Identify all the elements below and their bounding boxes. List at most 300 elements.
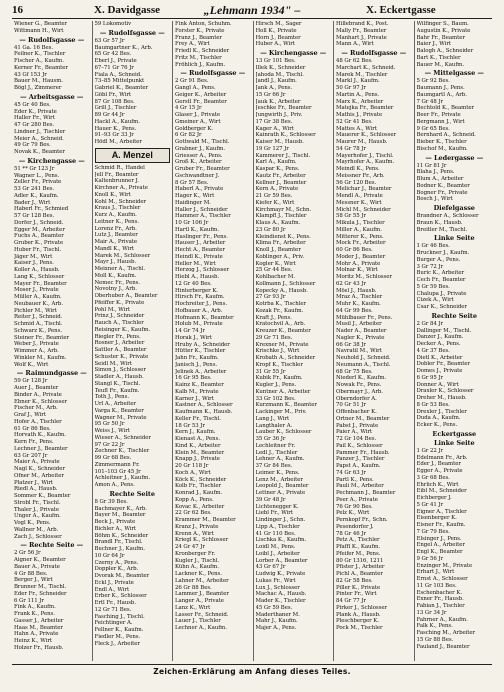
directory-entry: 59 Gr 128 Jr	[14, 378, 48, 385]
directory-entry: Feilner K., Tischler	[14, 51, 66, 58]
directory-entry: Navratil M., Wirt	[336, 348, 382, 355]
directory-entry: Kiefer K., Wirt	[255, 199, 295, 206]
directory-entry: Lackinger M., Priv.	[255, 409, 307, 415]
directory-entry: Heinz K., Wirt	[14, 638, 53, 644]
directory-entry: Jauk K., Arbeiter	[255, 98, 301, 105]
directory-entry: Jandl J., Kaufm.	[255, 78, 297, 85]
directory-entry: Partl K., Pens.	[336, 476, 374, 483]
directory-entry: Baumgartl A., Arb.	[416, 91, 467, 98]
directory-entry: Heindl K., Private	[175, 253, 223, 260]
directory-entry: 64 Gr 99 Bes.	[336, 307, 373, 314]
directory-entry: Haidinger M.	[175, 199, 211, 206]
left-street-title: X. Davidgasse	[94, 4, 161, 16]
directory-columns	[12, 21, 494, 661]
directory-entry: Eder J., Beamter	[416, 461, 461, 468]
directory-entry: 26 Gr 88 Bes.	[175, 584, 212, 591]
directory-entry: Bayer M., Beamter	[94, 512, 146, 519]
directory-entry: 101–103 Gr 45 Jr	[94, 468, 141, 475]
directory-entry: Horak J., Wirt	[175, 334, 212, 341]
directory-entry: Bernhard A., Schneid.	[416, 132, 476, 139]
directory-entry: 73–85 Mittelpunkt	[94, 78, 145, 85]
street-heading: Rechte Seite	[431, 311, 477, 320]
directory-entry: Pechmann J., Beamter	[336, 490, 396, 496]
directory-entry: 5 Gr 92 Bes.	[416, 78, 450, 85]
directory-entry: Hofbauer A., Arb.	[175, 307, 223, 314]
directory-entry: Adler K., Kaufm.	[14, 192, 59, 199]
directory-entry: Donner A., Wirt	[416, 381, 459, 388]
directory-entry: Hiebl A., Hausb.	[175, 274, 220, 280]
directory-entry: Kropf K., Tischler	[255, 361, 303, 368]
directory-entry: Binder A., Private	[14, 391, 62, 398]
directory-entry: 8 Gr 57 Bes.	[175, 179, 209, 186]
directory-entry: Kovac K., Arbeiter	[175, 503, 225, 510]
directory-entry: Czerny A., Pens.	[94, 559, 139, 566]
directory-entry: Kammerer J., Tischl.	[255, 152, 311, 159]
directory-entry: 3 Gr 72 Jr	[416, 263, 444, 270]
directory-entry: Fasching J., Tischl.	[94, 613, 145, 620]
directory-entry: Fink Anton, Schuhm.	[175, 21, 232, 27]
directory-entry: 25 Gr 44 Bes.	[255, 267, 293, 274]
directory-entry: Gerstl Fr., Beamter	[175, 98, 227, 105]
directory-entry: 67–71 Gr 76 Jr	[94, 64, 134, 71]
directory-entry: Pichler M., Wirt	[14, 307, 57, 314]
directory-entry: Neubauer K., Arb.	[14, 300, 63, 307]
directory-entry: Kaufmann K., Hausb.	[175, 409, 233, 415]
directory-entry: Draxler K., Schlosser	[416, 388, 474, 395]
directory-entry: Wolf K., Wirt	[14, 361, 49, 368]
directory-entry: Forster K., Private	[175, 27, 225, 34]
directory-entry: 14 Gr 74 Jr	[175, 328, 205, 334]
directory-entry: Zeller Fr., Private	[14, 179, 62, 186]
directory-entry: Bichler A., Wirt	[94, 525, 137, 532]
directory-entry: 9 Gr 56 Jr	[416, 555, 444, 562]
header-rule	[12, 18, 492, 19]
directory-entry: Hofmann K., Beamter	[175, 314, 234, 321]
directory-entry: 95 Gr 50 Jr	[94, 421, 125, 428]
directory-entry: Nader A., Beamter	[336, 328, 387, 334]
directory-entry: Url A., Arbeiter	[94, 401, 137, 407]
directory-entry: 45 Gr 59 Bes.	[255, 604, 293, 611]
directory-entry: 39 Gr 48 Jr	[255, 496, 286, 503]
directory-entry: Loibl J., Arbeiter	[255, 550, 300, 557]
directory-entry: 47 Gr 280 Bes.	[14, 122, 55, 128]
directory-entry: Sattler A., Beamter	[94, 347, 147, 353]
directory-entry: Jank A., Pens.	[255, 85, 293, 91]
directory-entry: Pleschberger K.	[336, 618, 379, 625]
directory-entry: Meissner Fr., Arb.	[336, 172, 385, 179]
directory-entry: Nemec Fr., Pens.	[94, 279, 141, 286]
directory-entry: Mikula J., Tischler	[336, 220, 385, 226]
directory-entry: Jahn Fr., Kaufm.	[175, 355, 219, 361]
directory-entry: Lukas Fr., Wirt	[255, 577, 296, 584]
directory-entry: Lutz J., Beamter	[94, 232, 138, 239]
directory-entry: 68 Gr 75 Bes.	[336, 368, 373, 375]
directory-entry: Meixner A., Tischl.	[94, 266, 146, 272]
directory-entry: Fellner K., Kaufm.	[94, 627, 144, 633]
directory-entry: 13 Gr 34 Jr	[416, 609, 447, 616]
directory-entry: Manhart J., Private	[336, 34, 387, 41]
directory-entry: Zechner K., Tischler	[94, 448, 150, 455]
directory-entry: Kastner A., Schlosser	[175, 402, 233, 409]
directory-entry: Mattes A., Wirt	[336, 125, 377, 132]
directory-entry: Lehner A., Kaufm.	[255, 456, 305, 463]
directory-entry: Bischof M., Kaufm.	[416, 145, 468, 152]
directory-entry: Graf J., Wirt	[14, 412, 46, 418]
directory-entry: Bögl J., Zimmerer	[14, 85, 62, 91]
directory-entry: Kohlbacher M.	[255, 274, 296, 280]
page-header	[0, 2, 504, 18]
directory-entry: Frey A., Wirt	[175, 41, 210, 48]
directory-entry: Jeschke Fr., Beamter	[255, 105, 312, 112]
directory-entry: Varga K., Beamter	[94, 407, 144, 414]
directory-entry: Haslinger Fr., Pens.	[175, 233, 228, 240]
directory-entry: 70 Gr 51 Jr	[336, 402, 366, 409]
directory-entry: Fischer M., Arb.	[14, 405, 58, 412]
directory-entry: Baumgartner K., Arb.	[94, 44, 153, 51]
directory-entry: Endl A., Wirt	[94, 586, 130, 593]
directory-entry: Bauer A., Private	[14, 563, 60, 570]
directory-entry: 80 Gr 1316, 1211	[336, 557, 384, 564]
directory-entry: Miller A., Kaufm.	[336, 226, 382, 233]
directory-entry: Jungwirth J., Priv.	[255, 112, 303, 118]
directory-entry: 51 ** Gr 123 Jr	[14, 165, 55, 172]
directory-entry: Lechner A., Kaufm.	[175, 625, 227, 631]
directory-entry: Pfister J., Arbeiter	[336, 564, 385, 571]
directory-entry: Kaiser M., Hausb.	[255, 139, 304, 145]
directory-entry: Mohr A., Private	[336, 260, 381, 267]
directory-entry: 20 Gr 118 Jr	[175, 463, 209, 469]
directory-entry: 63 Gr 57 Jr	[94, 37, 125, 44]
directory-entry: 99 Gr 68 Bes.	[94, 455, 132, 461]
directory-entry: Markl J., Kaufm.	[336, 78, 380, 85]
directory-entry: Feichtinger A.	[94, 620, 133, 627]
directory-entry: Ecker K., Pens.	[416, 422, 458, 428]
directory-entry: Buchner J., Kaufm.	[94, 546, 145, 552]
directory-entry: Danzer J., Kaufm.	[416, 334, 464, 341]
directory-entry: Lettner A., Private	[255, 490, 306, 496]
directory-entry: Dietl K., Arbeiter	[416, 354, 463, 361]
directory-entry: Eigner A., Tischler	[416, 508, 467, 515]
directory-entry: 61 Gr 86 Bes.	[14, 425, 51, 432]
directory-entry: Molnar K., Wirt	[336, 267, 378, 274]
directory-entry: 8 Gr 39 Bes.	[94, 498, 128, 505]
directory-entry: Engel A., Arbeiter	[416, 542, 465, 549]
directory-entry: Lipp A., Tischler	[255, 523, 300, 530]
directory-entry: Friedl K., Schneider	[175, 48, 230, 54]
directory-entry: Maderthaner M.	[255, 611, 300, 618]
directory-entry: Gottwald M., Tischl.	[175, 139, 230, 145]
directory-entry: 84 Gr 77 Jr	[336, 598, 366, 604]
directory-entry: Gschwandtner J.	[175, 172, 220, 179]
street-heading: Diefelgasse	[433, 204, 475, 212]
directory-entry: Hager K., Wirt	[175, 193, 215, 199]
directory-entry: Wilfinger S., Baum.	[416, 21, 469, 27]
directory-entry: Cech Fr., Beamter	[416, 277, 466, 283]
directory-entry: Mahr J., Kaufm.	[255, 618, 298, 625]
directory-entry: 49 Gr 79 Bes.	[14, 142, 51, 149]
directory-entry: Winkler M., Kaufm.	[14, 354, 67, 361]
street-heading: Rechte Seite	[109, 489, 155, 498]
directory-entry: Wallner M., Arb.	[14, 526, 59, 533]
directory-entry: 53 Gr 241 Bes.	[14, 186, 55, 192]
directory-entry: Matejka Fr., Beamter	[336, 105, 394, 112]
directory-entry: Meindl K., Pens.	[336, 166, 380, 172]
directory-entry: Pirker J., Schlosser	[336, 604, 388, 611]
directory-entry: Lanz K., Wirt	[175, 604, 211, 611]
directory-entry: Brunner M., Tischl.	[14, 584, 67, 590]
directory-entry: Fuchs A., Beamter	[14, 233, 64, 240]
directory-entry: Groß K., Arbeiter	[175, 159, 222, 166]
directory-entry: Lux J., Schlosser	[255, 584, 300, 591]
directory-entry: Lorenz Fr., Arb.	[94, 225, 137, 232]
directory-entry: Maurer M., Hausb.	[336, 139, 388, 145]
directory-entry: 91–93 Gr 33 Jr	[94, 132, 134, 139]
directory-entry: Pesendorfer J.	[336, 523, 374, 530]
directory-entry: Jelinek A., Arbeiter	[175, 368, 227, 375]
directory-entry: Haller Fr., Wirt	[14, 115, 55, 122]
directory-entry: Zach J., Schlosser	[14, 533, 62, 540]
directory-entry: Hackl A., Kaufm.	[94, 118, 140, 125]
directory-entry: Gangl A., Pens.	[175, 85, 216, 91]
directory-entry: Wimmer A., Arb.	[14, 348, 59, 354]
directory-entry: 10 Gr 106 Jr	[175, 220, 209, 226]
directory-entry: Bart K., Tischler	[416, 54, 461, 61]
directory-entry: Novak K., Beamter	[14, 149, 65, 155]
directory-entry: Kubik Fr., Kaufm.	[255, 375, 303, 382]
directory-entry: Krobath A., Schneider	[255, 355, 316, 361]
directory-entry: Marek M., Tischler	[336, 71, 388, 78]
directory-entry: Piller K., Private	[336, 584, 381, 591]
directory-entry: Goldberger K.	[175, 125, 213, 132]
directory-entry: 74 Gr 63 Jr	[336, 469, 366, 476]
directory-entry: Gruber Fr., Beamter	[175, 166, 230, 172]
page-footer: Zeichen-Erklärung am Anfang dieses Teiles.	[153, 667, 351, 676]
directory-entry: Michl M., Schneider	[336, 206, 391, 213]
directory-entry: Kohl M., Schneider	[94, 198, 147, 205]
directory-entry: Kranz J., Private	[175, 523, 219, 530]
directory-entry: 12 Gr 71 Bes.	[94, 606, 132, 613]
directory-entry: Hochreiter J., Pens.	[175, 301, 227, 307]
directory-entry: Fasching M., Arbeiter	[416, 630, 476, 636]
directory-entry: 50 Gr 97 Jr	[336, 85, 366, 91]
street-heading: — Ledergasse —	[425, 153, 484, 162]
directory-entry: Eschenbacher K.	[416, 589, 462, 596]
directory-entry: 43 Gf 153 Jr	[14, 71, 47, 78]
directory-entry: Knoll K., Wirt	[94, 191, 131, 198]
directory-entry: Gabriel K., Beamter	[94, 85, 149, 91]
directory-entry: Pfeifer M., Pens.	[336, 550, 381, 557]
directory-entry: Balogh A., Schneider	[416, 48, 474, 54]
directory-entry: Glaser J., Private	[175, 112, 221, 118]
directory-entry: 6 Gr 111 Jr	[14, 597, 44, 604]
directory-entry: 41 Gr 110 Bes.	[255, 530, 296, 537]
directory-entry: Franz J., Beamter	[175, 34, 222, 41]
directory-entry: Oberhuber A., Beamter	[94, 293, 158, 299]
directory-entry: Müller A., Kaufm.	[14, 294, 62, 300]
directory-entry: Pammer Fr., Hausb.	[336, 449, 390, 456]
directory-entry: 12 Gr 40 Bes.	[175, 280, 212, 287]
directory-entry: Dallinger M., Tischl.	[416, 327, 472, 334]
directory-entry: Vogl K., Pens.	[14, 520, 51, 526]
directory-entry: Kurz A., Kaufm.	[94, 212, 137, 218]
directory-entry: Exner Fr., Hausb.	[416, 596, 464, 603]
directory-entry: Knapp J., Private	[175, 456, 220, 463]
directory-entry: Bauer M., Hausm.	[14, 78, 63, 85]
directory-entry: Lindinger J., Schn.	[255, 517, 306, 523]
directory-entry: Dreher M., Hausb.	[416, 395, 467, 401]
directory-entry: Riegler Fr., Pens.	[94, 333, 141, 340]
directory-entry: Koch A., Wirt	[175, 469, 211, 476]
directory-entry: 4 Gr 15 Jr	[175, 105, 202, 112]
directory-entry: Petz A., Tischler	[336, 537, 380, 544]
directory-entry: Loidl M., Pens.	[255, 544, 296, 550]
directory-entry: Burger A., Pens.	[416, 256, 461, 263]
directory-entry: Unger A., Kaufm.	[14, 513, 61, 520]
directory-entry: Stadler A., Hausb.	[94, 374, 144, 380]
directory-entry: Leitner K., Pens.	[94, 218, 139, 225]
directory-entry: Kurzmann K., Beamter	[255, 402, 317, 409]
directory-entry: Gasser J., Arbeiter	[14, 617, 64, 624]
directory-entry: 57 Gr 128 Bes.	[14, 213, 55, 219]
directory-entry: Toth J., Pens.	[94, 394, 129, 401]
directory-entry: Kellner J., Beamter	[255, 179, 307, 186]
directory-entry: Huber A., Wirt	[255, 41, 295, 48]
directory-entry: Jäger M., Wirt	[14, 253, 53, 260]
directory-entry: 87 Gr 108 Bes.	[94, 98, 135, 105]
directory-entry: Pail K., Schlosser	[336, 442, 383, 449]
directory-entry: Wagner L., Pens.	[14, 172, 60, 179]
directory-entry: Ernst A., Schlosser	[416, 576, 468, 582]
directory-entry: Mader K., Tischler	[255, 598, 306, 604]
directory-entry: Hahn A., Private	[14, 631, 59, 638]
directory-entry: Mendl A., Private	[336, 193, 383, 199]
directory-entry: Egger A., Private	[416, 468, 463, 474]
directory-entry: Lang J., Wirt	[255, 415, 290, 422]
directory-entry: Reiter J., Schneid.	[14, 314, 63, 321]
directory-entry: Auer J., Beamter	[14, 385, 59, 391]
directory-entry: Rauch A., Tischler	[94, 320, 144, 326]
directory-entry: Domes J., Private	[416, 368, 463, 374]
directory-entry: Eichberger J.	[416, 495, 452, 501]
directory-entry: 2 Gr 91 Bes.	[175, 78, 209, 85]
directory-entry: Kolb Fr., Tischler	[175, 483, 222, 490]
directory-entry: Mayrhofer A., Kaufm.	[336, 159, 395, 166]
directory-entry: 29 Gr 71 Bes.	[255, 334, 293, 341]
directory-entry: Fahrner A., Kaufm.	[416, 616, 468, 623]
directory-entry: 58 Gr 55 Jr	[336, 213, 366, 220]
directory-entry: Kirchmayr M., Schn.	[255, 206, 312, 213]
directory-entry: Strobl Fr., Tischl.	[14, 499, 61, 506]
directory-entry: Nagler K., Private	[336, 334, 385, 341]
directory-entry: Griesser A., Pens.	[175, 152, 223, 159]
directory-entry: Eder K., Private	[14, 108, 57, 115]
directory-entry: Eibl M., Schneider	[416, 488, 467, 495]
column-4	[254, 21, 335, 661]
street-heading: — Arbeitsgasse —	[20, 92, 84, 101]
directory-entry: Hruby A., Schneider	[175, 341, 230, 348]
directory-entry: 13 Gr 101 Bes.	[255, 58, 296, 64]
directory-entry: Teufl Fr., Kaufm.	[94, 387, 140, 394]
directory-entry: Pabst J., Private	[336, 422, 379, 429]
street-heading: — Raimundgasse —	[16, 369, 87, 378]
directory-entry: Mauerer K., Schlosser	[336, 132, 397, 139]
directory-entry: Blum A., Arbeiter	[416, 176, 464, 182]
directory-entry: 82 Gr 58 Bes.	[336, 577, 373, 584]
directory-entry: Decker A., Pens.	[416, 341, 461, 347]
directory-entry: Lauber K., Schlosser	[255, 429, 312, 436]
directory-entry: 43 Gr 67 Jr	[255, 564, 286, 571]
directory-entry: Bosch J., Wirt	[416, 196, 453, 203]
directory-entry: Kienast A., Pens.	[175, 436, 220, 442]
directory-entry: Bachmayer K., Arb.	[94, 505, 147, 512]
directory-entry: Hartl K., Kaufm.	[175, 226, 219, 233]
directory-entry: Erhart J., Wirt	[416, 569, 455, 576]
directory-entry: 37 Gr 84 Bes.	[255, 463, 293, 469]
directory-entry: Fröhlich J., Kaufm.	[175, 61, 226, 68]
directory-entry: Lasser Fr., Schneid.	[175, 611, 229, 618]
street-heading: — Rechte Seite —	[20, 541, 84, 550]
directory-entry: Kopp A., Pens.	[175, 496, 214, 503]
directory-entry: 6 Gr 82 Jr	[175, 132, 202, 139]
directory-entry: Lahner M., Arbeiter	[175, 577, 229, 584]
directory-entry: Haller J., Schneider	[175, 206, 228, 213]
directory-entry: Eisenberger K.	[416, 515, 457, 522]
directory-entry: Hauer K., Pens.	[94, 125, 137, 132]
directory-entry: 54 Gr 78 Jr	[336, 145, 366, 152]
directory-entry: Krammer M., Beamter	[175, 517, 236, 523]
directory-entry: Huber Fr., Tischl.	[14, 246, 62, 253]
directory-entry: Pock M., Tischler	[336, 625, 383, 631]
directory-entry: Lauer J., Tischler	[175, 618, 221, 625]
directory-entry: 7 Gr 79 Bes.	[416, 528, 450, 535]
directory-entry: 41 Ga. 16 Bes.	[14, 44, 54, 51]
directory-entry: Elsinger J., Pens.	[416, 535, 462, 542]
directory-entry: Mock Fr., Arbeiter	[336, 240, 386, 247]
street-heading: — Kirchengasse —	[18, 156, 85, 165]
directory-entry: Peer A., Private	[336, 496, 378, 503]
directory-entry: Kind K., Arbeiter	[175, 442, 221, 449]
directory-entry: Mandl K., Wirt	[94, 245, 134, 252]
directory-entry: 52 Gr 41 Bes.	[336, 118, 373, 125]
directory-entry: 66 Gr 38 Jr	[336, 341, 366, 348]
street-heading: — Rudolfsgasse —	[19, 35, 85, 44]
directory-entry: Krexner M., Private	[255, 341, 309, 348]
directory-entry: 60 Gr 86 Bes.	[336, 247, 373, 253]
directory-entry: Enzinger M., Private	[416, 562, 473, 569]
directory-entry: Brandl Fr., Tischl.	[94, 539, 143, 546]
directory-entry: Steiner Fr., Beamter	[14, 334, 70, 341]
directory-entry: Chalupa J., Private	[416, 290, 467, 297]
directory-entry: Gmeiner A., Wirt	[175, 118, 221, 125]
directory-entry: Frank K., Pens.	[14, 611, 55, 617]
directory-entry: Dvorak M., Beamter	[94, 573, 150, 579]
directory-entry: 21 Gr 59 Bes.	[255, 193, 293, 199]
directory-entry: Horn J., Beamter	[255, 34, 301, 41]
directory-entry: Niederl K., Kaufm.	[336, 375, 387, 382]
directory-entry: Lechleitner Fr.	[255, 442, 296, 449]
directory-entry: Bechtold K., Beamter	[416, 105, 475, 112]
directory-entry: Stangl K., Tischl.	[94, 380, 141, 387]
directory-entry: 63 Gr 207 Jr	[14, 452, 48, 459]
directory-entry: Braun K., Hausb.	[416, 219, 463, 226]
directory-entry: Ofner M., Arbeiter	[14, 472, 64, 479]
directory-entry: Majer A., Pens.	[255, 625, 297, 631]
directory-entry: Breitler M., Tischl.	[416, 226, 467, 233]
directory-entry: Leopold J., Beamter	[255, 483, 309, 490]
directory-entry: Kreuzer K., Beamter	[255, 328, 311, 334]
directory-entry: 2 Gr 84 Jr	[416, 320, 444, 327]
directory-entry: 59 Lokomotiv	[94, 21, 132, 27]
